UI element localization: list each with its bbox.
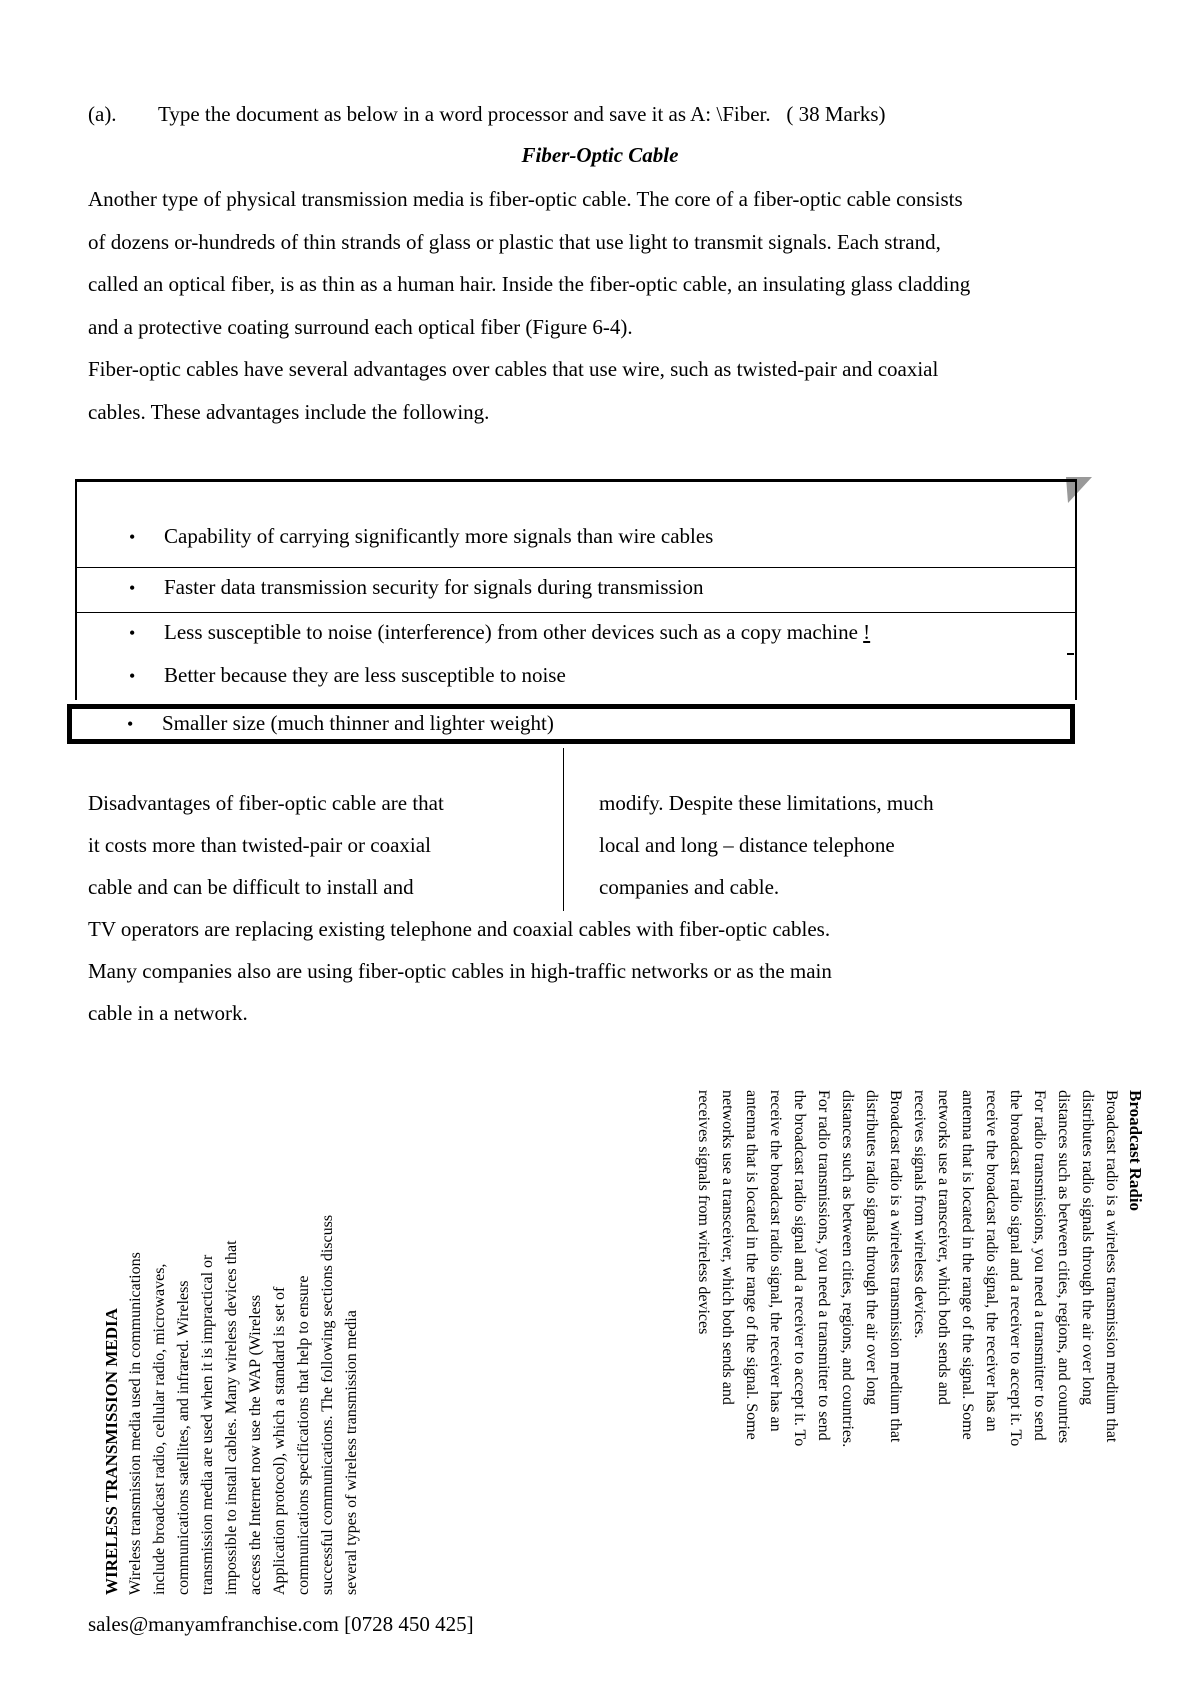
wireless-heading: WIRELESS TRANSMISSION MEDIA — [102, 1308, 121, 1595]
stray-mark: ! — [863, 620, 871, 644]
advantages-row-4-highlighted — [67, 704, 1075, 744]
disadvantages-column-left — [88, 782, 444, 908]
intro-line: Another type of physical transmission media is fiber-optic cable. The core of a fiber-optic cable consists — [88, 187, 963, 211]
disadvantages-line: Disadvantages of fiber-optic cable are that — [88, 791, 444, 815]
advantage-text: Faster data transmission security for signals during transmission — [164, 575, 704, 599]
disadvantages-line: cable and can be difficult to install and — [88, 875, 414, 899]
question-instruction: Type the document as below in a word processor and save it as A: \Fiber. — [158, 102, 771, 126]
intro-line: and a protective coating surround each optical fiber (Figure 6-4). — [88, 314, 633, 339]
broadcast-radio-block — [691, 1090, 1147, 1690]
advantage-item — [129, 524, 713, 549]
wireless-line: successful communications. The following sections discuss — [319, 1214, 336, 1595]
closing-line: TV operators are replacing existing telephone and coaxial cables with fiber-optic cables. — [88, 917, 831, 941]
broadcast-line: For radio transmissions, you need a transmitter to send — [1031, 1090, 1048, 1441]
broadcast-line: distributes radio signals through the air over long — [1079, 1090, 1096, 1406]
bullet-glyph: • — [129, 527, 136, 547]
column-separator — [563, 748, 564, 911]
broadcast-line: distances such as between cities, regions, and countries — [1055, 1090, 1072, 1444]
wireless-line: several types of wireless transmission media — [343, 1310, 360, 1595]
advantage-text: Capability of carrying significantly more signals than wire cables — [164, 524, 714, 548]
broadcast-line: For radio transmissions, you need a transmitter to send — [815, 1090, 832, 1441]
broadcast-line: antenna that is located in the range of the signal. Some — [959, 1090, 976, 1440]
closing-paragraph — [88, 908, 832, 1034]
bullet-glyph: • — [129, 578, 136, 598]
question-line — [88, 102, 886, 127]
disadvantages-line: local and long – distance telephone — [599, 833, 895, 857]
broadcast-line: networks use a transceiver, which both sends and — [935, 1090, 952, 1405]
advantage-text: Better because they are less susceptible to noise — [164, 663, 566, 687]
advantages-row-3 — [75, 612, 1077, 700]
footer-contact: sales@manyamfranchise.com [0728 450 425] — [88, 1612, 474, 1636]
broadcast-line: Broadcast radio is a wireless transmission medium that — [887, 1090, 904, 1443]
wireless-media-block — [100, 1095, 364, 1595]
intro-line: Fiber-optic cables have several advantages over cables that use wire, such as twisted-pair and coaxial — [88, 357, 939, 381]
wireless-line: access the Internet now use the WAP (Wireless — [247, 1294, 264, 1595]
intro-paragraph — [88, 178, 970, 433]
intro-line: called an optical fiber, is as thin as a human hair. Inside the fiber-optic cable, an insulating glass cladding — [88, 272, 971, 296]
broadcast-line: receives signals from wireless devices — [695, 1090, 712, 1335]
broadcast-line: receive the broadcast radio signal, the receiver has an — [767, 1090, 784, 1432]
advantages-row-1 — [75, 479, 1077, 570]
intro-line: cables. These advantages include the following. — [88, 399, 490, 424]
wireless-line: include broadcast radio, cellular radio, microwaves, — [151, 1263, 168, 1595]
broadcast-line: the broadcast radio signal and a receiver to accept it. To — [791, 1090, 808, 1447]
disadvantages-column-right — [599, 782, 934, 908]
bullet-glyph: • — [129, 666, 136, 686]
wireless-line: transmission media are used when it is impractical or — [199, 1254, 216, 1595]
document-title: Fiber-Optic Cable — [521, 143, 679, 167]
wireless-line: Application protocol), which a standard is set of — [271, 1286, 288, 1595]
broadcast-line: networks use a transceiver, which both sends and — [719, 1090, 736, 1405]
advantage-item — [129, 620, 870, 645]
closing-line: Many companies also are using fiber-optic cables in high-traffic networks or as the main — [88, 959, 832, 983]
bullet-glyph: • — [127, 714, 134, 734]
disadvantages-line: companies and cable. — [599, 875, 780, 899]
advantage-item — [129, 575, 704, 600]
wireless-line: communications satellites, and infrared. Wireless — [175, 1280, 192, 1595]
broadcast-line: Broadcast radio is a wireless transmission medium that — [1103, 1090, 1120, 1443]
advantage-text: Smaller size (much thinner and lighter weight) — [162, 711, 554, 735]
bullet-glyph: • — [129, 623, 136, 643]
broadcast-line: receive the broadcast radio signal, the receiver has an — [983, 1090, 1000, 1432]
broadcast-heading: Broadcast Radio — [1126, 1090, 1145, 1212]
advantages-table — [75, 479, 1075, 747]
broadcast-line: distances such as between cities, regions, and countries. — [839, 1090, 856, 1448]
broadcast-line: the broadcast radio signal and a receiver to accept it. To — [1007, 1090, 1024, 1447]
question-marks: ( 38 Marks) — [786, 102, 886, 126]
table-tick-mark — [1067, 653, 1074, 655]
wireless-line: Wireless transmission media used in communications — [127, 1252, 144, 1595]
closing-line: cable in a network. — [88, 1001, 248, 1025]
question-number: (a). — [88, 102, 117, 126]
broadcast-line: receives signals from wireless devices. — [911, 1090, 928, 1339]
wireless-line: impossible to install cables. Many wireless devices that — [223, 1240, 240, 1595]
advantage-item — [127, 711, 554, 736]
disadvantages-line: modify. Despite these limitations, much — [599, 791, 934, 815]
wireless-line: communications specifications that help to ensure — [295, 1275, 312, 1595]
disadvantages-line: it costs more than twisted-pair or coaxial — [88, 833, 431, 857]
advantages-row-2 — [75, 567, 1077, 613]
broadcast-line: distributes radio signals through the air over long — [863, 1090, 880, 1406]
advantage-item — [129, 663, 566, 688]
broadcast-line: antenna that is located in the range of the signal. Some — [743, 1090, 760, 1440]
intro-line: of dozens or-hundreds of thin strands of glass or plastic that use light to transmit signals. Each strand, — [88, 229, 941, 254]
advantage-text: Less susceptible to noise (interference) from other devices such as a copy machine — [164, 620, 858, 644]
